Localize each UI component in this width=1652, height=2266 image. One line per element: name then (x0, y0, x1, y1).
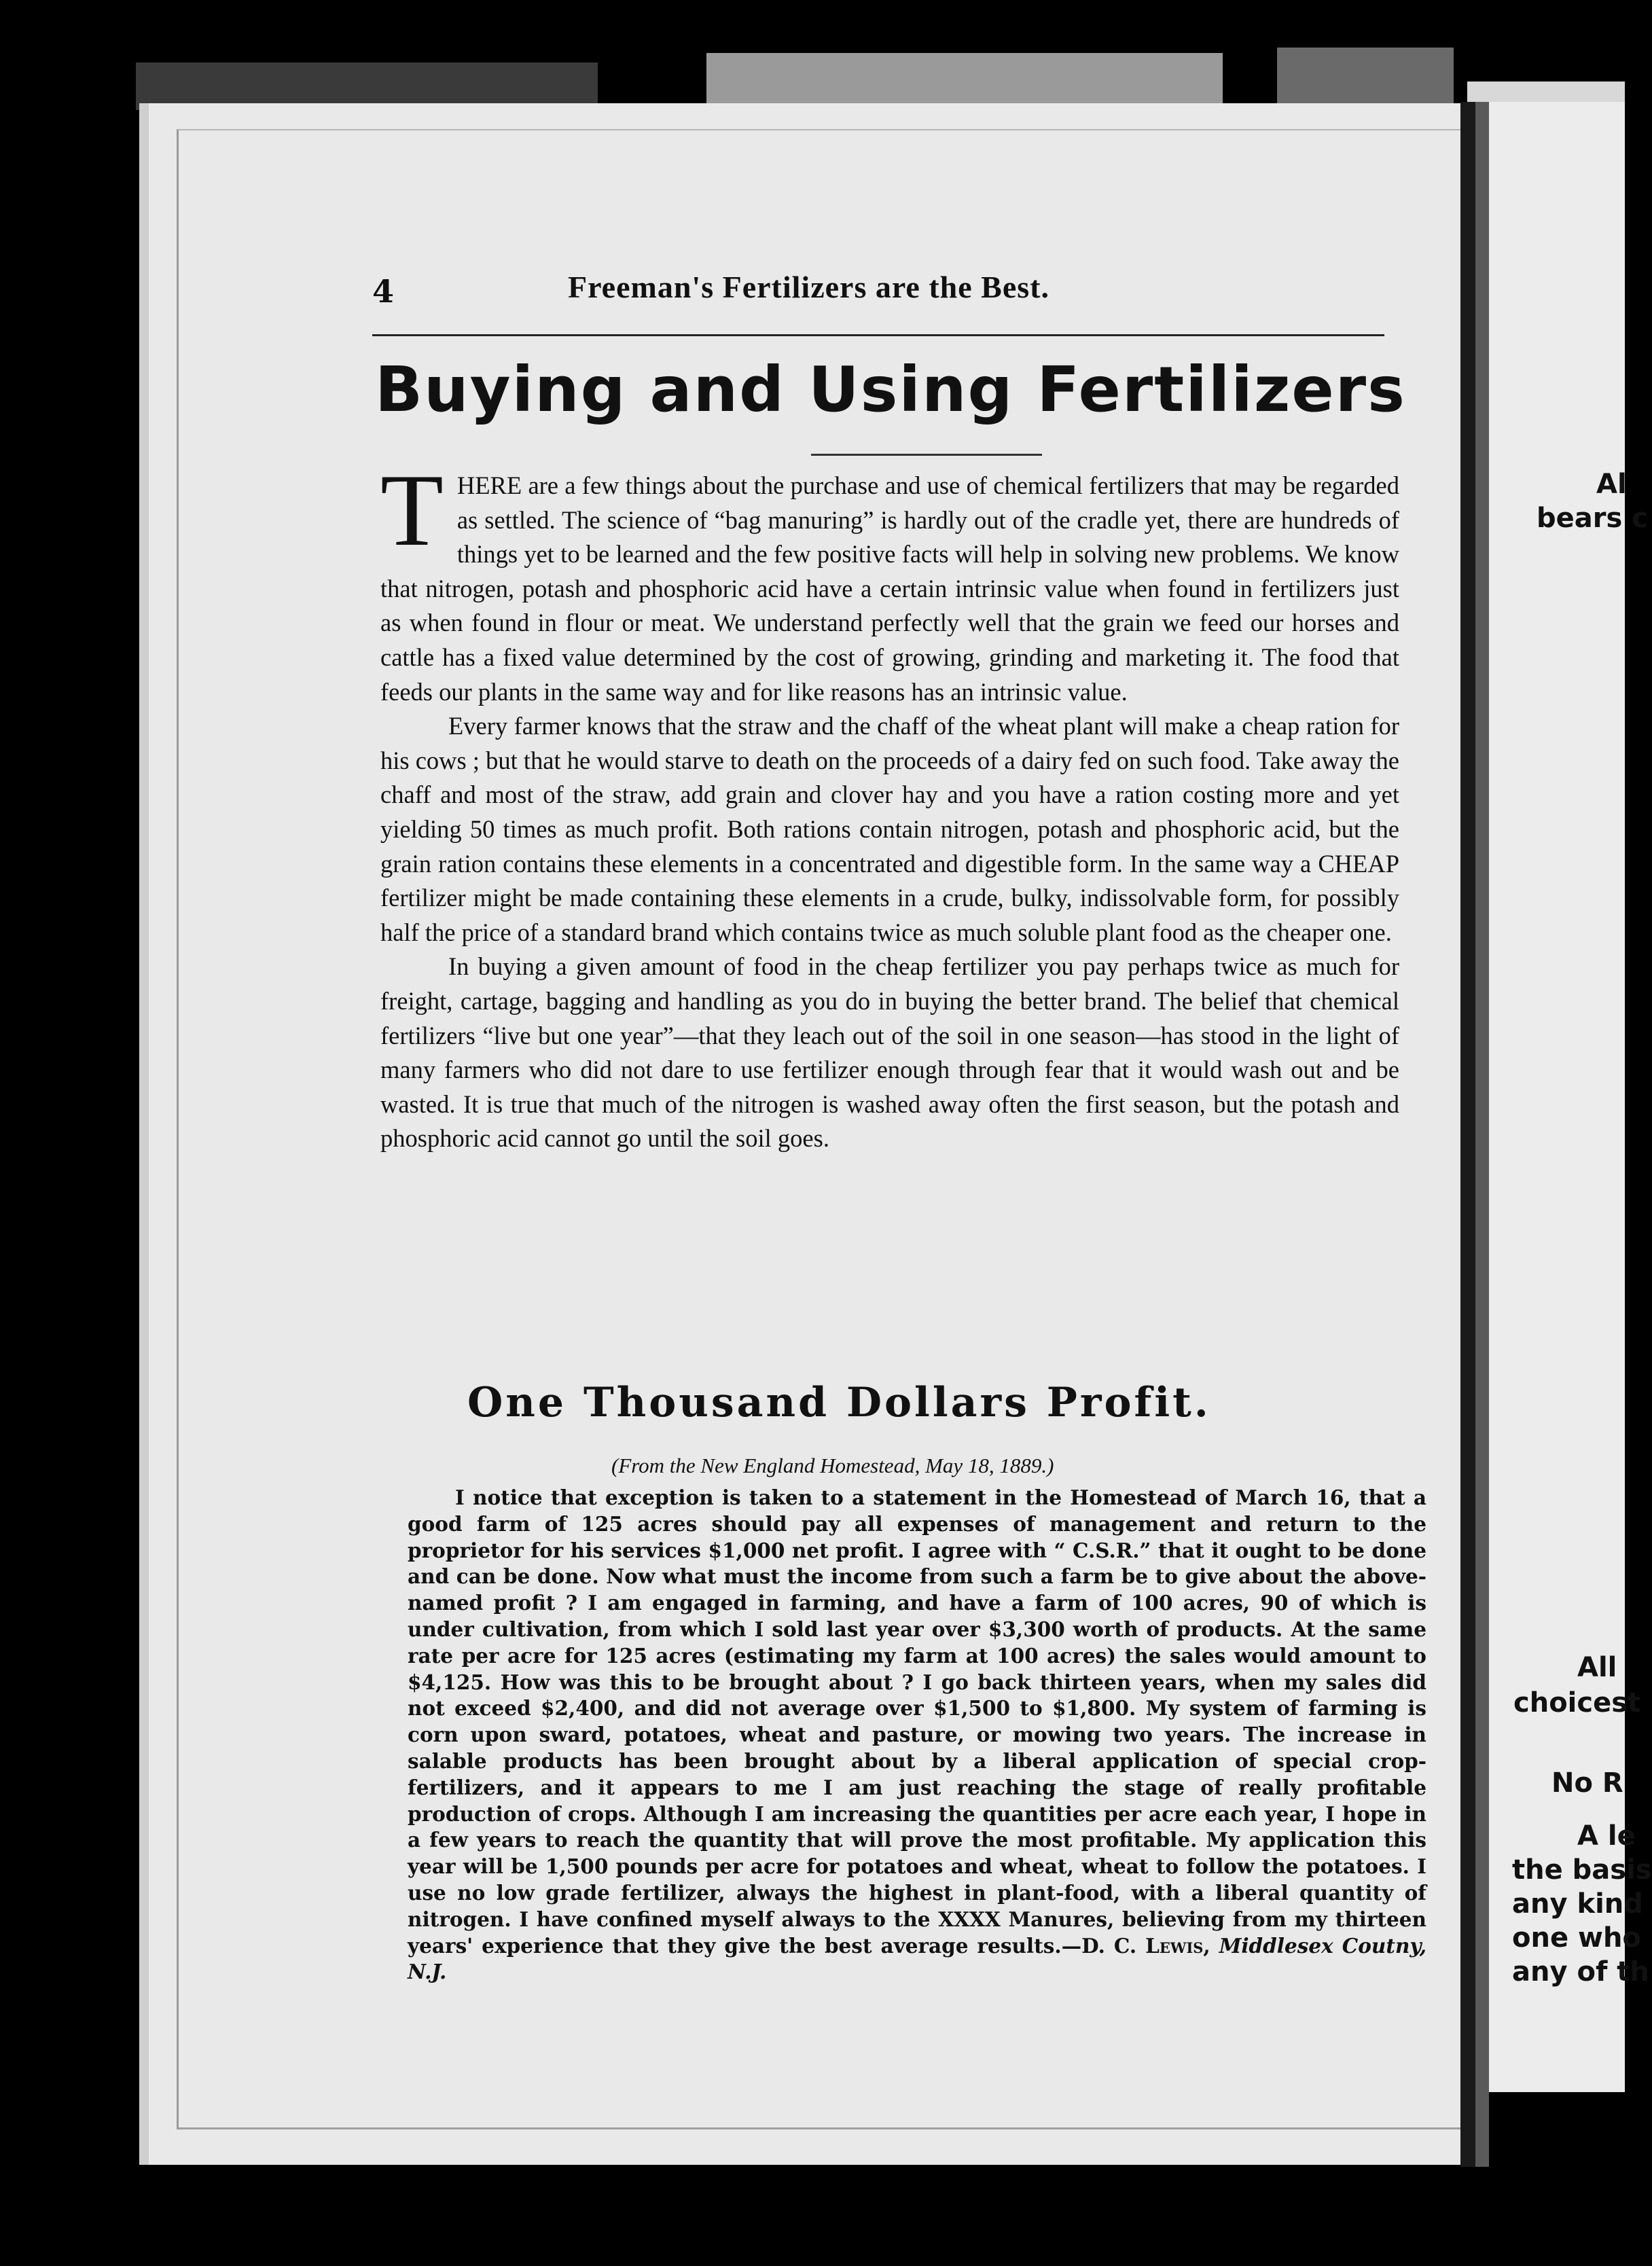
right-page-fragment: one who (1512, 1922, 1641, 1954)
right-page-fragment: any kind (1512, 1888, 1643, 1920)
article-paragraph: Every farmer knows that the straw and the chaff of the wheat plant will make a cheap ration for his cows ; but that he would starve to death on the proceeds of a dairy fed on such food. Take away the chaff and most of the straw, add grain and clover hay and you have a ration costing more and yet yielding 50 times as much profit. Both rations contain nitrogen, potash and phosphoric acid, but the grain ration contains these elements in a concentrated and digestible form. In the same way a CHEAP fertilizer might be made containing these elements in a crude, bulky, indissolvable form, for possibly half the price of a standard brand which contains twice as much soluble plant food as the cheaper one. (380, 712, 1399, 946)
right-page-fragment: any of th (1512, 1956, 1649, 1988)
right-page-fragment: No R (1551, 1767, 1623, 1799)
letter-body (408, 1485, 1426, 1985)
scan-shadow (1277, 48, 1454, 110)
right-page-fragment: choicest (1513, 1687, 1641, 1719)
scan-top-edge (0, 0, 1625, 109)
drop-cap: T (380, 453, 444, 567)
article-paragraph (380, 453, 1399, 709)
scan-shadow (706, 53, 1223, 110)
title-rule (811, 454, 1042, 456)
letter-paragraph (408, 1485, 1426, 1985)
page-number: 4 (372, 273, 395, 310)
article-title: Buying and Using Fertilizers (375, 353, 1406, 426)
right-page-fragment: All (1577, 1652, 1617, 1683)
letter-text: I notice that exception is taken to a statement in the Homestead of March 16, that a good farm of 125 acres should pay all expenses of management and return to the proprietor for his services $1,000 net profit. I agree with “ C.S.R.” that it ought to be done and can be done. Now what must the income from such a farm be to give about the above-named profit ? I am engaged in farming, and have a farm of 100 acres, 90 of which is under cultivation, from which I sold last year over $3,300 worth of products. At the same rate per acre for 125 acres (estimating my farm at 100 acres) the sales would amount to $4,125. How was this to be brought about ? I go back thirteen years, when my sales did not exceed $2,400, and did not average over $1,500 to $1,800. My system of farming is corn upon sward, potatoes, wheat and pasture, or mowing two years. The increase in salable products has been brought about by a liberal application of special crop-fertilizers, and it appears to me I am just reaching the stage of really profitable production of crops. Although I am increasing the quantities per acre each year, I hope in a few years to reach the quantity that will prove the most profitable. My application this year will be 1,500 pounds per acre for potatoes and wheat, wheat to follow the potatoes. I use no low grade fertilizer, always the highest in plant-food, with a liberal quantity of nitrogen. I have confined myself always to the XXXX Manures, believing from my thirteen years' experience that they give the best average results.— (408, 1486, 1426, 1958)
letter-signature: D. C. Lewis, (1081, 1933, 1210, 1958)
right-page-fragment: the basis (1512, 1854, 1652, 1886)
letter-source: (From the New England Homestead, May 18, 1889.) (611, 1454, 1054, 1477)
letter-place: Middlesex Coutny, N.J. (408, 1933, 1426, 1984)
scan-bottom-edge (0, 2167, 1625, 2266)
book-spine-shadow (1475, 102, 1489, 2167)
running-head: Freeman's Fertilizers are the Best. (568, 270, 1049, 304)
header-rule (372, 334, 1384, 336)
book-spine (1460, 102, 1475, 2167)
right-page-fragment: A le (1577, 1820, 1636, 1852)
paragraph-text: are a few things about the purchase and use of chemical fertilizers that may be regarded as settled. The science of “bag manuring” is hardly out of the cradle yet, there are hundreds of things yet to be learned and the few positive facts will help in solving new problems. We know that nitrogen, potash and phosphoric acid have a certain intrinsic value when found in fertilizers just as when found in flour or meat. We understand perfectly well that the grain we feed our horses and cattle has a fixed value determined by the cost of growing, grinding and marketing it. The food that feeds our plants in the same way and for like reasons has an intrinsic value. (380, 471, 1399, 706)
right-page-fragment: bears c (1537, 503, 1648, 534)
article-body (380, 453, 1399, 1156)
article-paragraph: In buying a given amount of food in the cheap fertilizer you pay perhaps twice as much for freight, cartage, bagging and handling as you do in buying the better brand. The belief that chemical fertilizers “live but one year”—that they leach out of the soil in one season—has stood in the light of many farmers who did not dare to use fertilizer enough through fear that it would wash out and be wasted. It is true that much of the nitrogen is washed away often the first season, but the potash and phosphoric acid cannot go until the soil goes. (380, 952, 1399, 1153)
right-page-fragment: Al (1596, 469, 1627, 500)
first-word: HERE (456, 471, 522, 499)
letter-title: One Thousand Dollars Profit. (467, 1379, 1211, 1426)
